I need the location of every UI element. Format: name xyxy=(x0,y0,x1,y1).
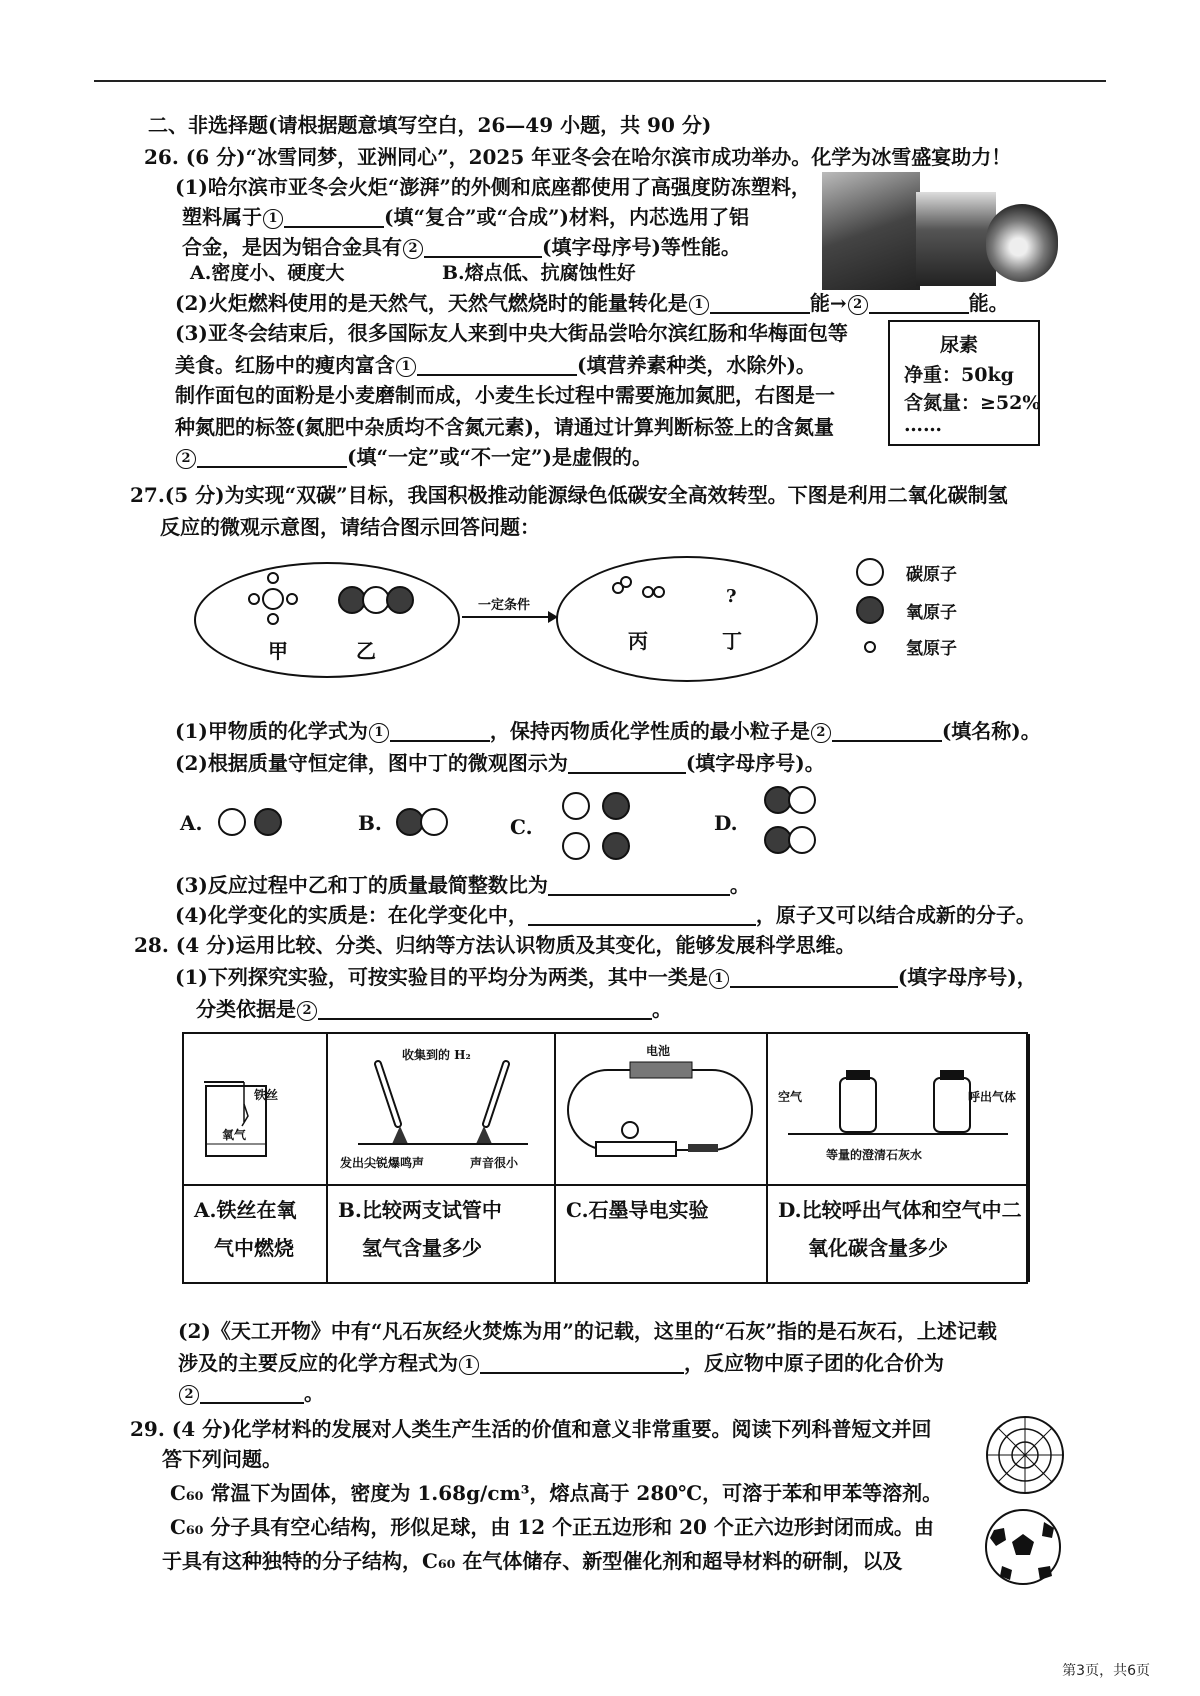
page-footer: 第3页，共6页 xyxy=(1062,1663,1150,1679)
q26-p1-line1: (1)哈尔滨市亚冬会火炬“澎湃”的外侧和底座都使用了高强度防冻塑料， xyxy=(175,175,811,199)
label-ding: 丁 xyxy=(722,629,742,653)
q29-para2-line1: C₆₀ 分子具有空心结构，形似足球，由 12 个正五边形和 20 个正六边形封闭而成。由 xyxy=(170,1515,934,1539)
q26-p1-line2 xyxy=(182,202,749,232)
legend-oxygen-icon xyxy=(856,596,884,624)
answer-blank[interactable] xyxy=(390,718,490,742)
q29-para2-line2: 于具有这种独特的分子结构，C₆₀ 在气体储存、新型催化剂和超导材料的研制，以及 xyxy=(162,1549,903,1573)
q28-p2-line2 xyxy=(178,1348,944,1378)
label-sharp-pop: 发出尖锐爆鸣声 xyxy=(340,1156,425,1170)
circled-two-icon: 2 xyxy=(848,295,868,315)
q27-stem-line2: 反应的微观示意图，请结合图示回答问题： xyxy=(160,515,540,539)
q26-p2 xyxy=(175,288,1009,318)
soccer-ball-icon xyxy=(982,1506,1064,1588)
table-divider xyxy=(184,1184,1026,1186)
answer-blank[interactable] xyxy=(318,996,652,1020)
arrow-label: 一定条件 xyxy=(478,598,531,613)
experiment-table xyxy=(182,1032,1028,1284)
carbon-atom xyxy=(562,792,590,820)
q28-p1-line1 xyxy=(175,962,1037,992)
c60-molecule-icon xyxy=(982,1412,1068,1498)
answer-blank[interactable] xyxy=(284,204,384,228)
hydrogen-atom xyxy=(620,576,632,588)
q26-p3-line3: 制作面包的面粉是小麦磨制而成，小麦生长过程中需要施加氮肥，右图是一 xyxy=(175,383,835,407)
q26-p2-text-b: 能→ xyxy=(809,291,847,315)
hydrogen-atom xyxy=(653,586,665,598)
label-title: 尿素 xyxy=(940,334,979,356)
legend-hydrogen-label: 氢原子 xyxy=(906,639,957,659)
caption-b2: 氢气含量多少 xyxy=(362,1236,482,1260)
circled-two-icon: 2 xyxy=(176,449,196,469)
q28-p1-text-d: 。 xyxy=(652,997,672,1021)
q26-p3-text-b: (填营养素种类，水除外)。 xyxy=(577,353,816,377)
oxygen-atom xyxy=(386,586,414,614)
q28-p2-line1: (2)《天工开物》中有“凡石灰经火焚炼为用”的记载，这里的“石灰”指的是石灰石，上述记载 xyxy=(178,1319,997,1343)
carbon-atom xyxy=(218,808,246,836)
carbon-atom xyxy=(788,786,816,814)
food-photo xyxy=(986,204,1058,282)
q26-p3-line2 xyxy=(175,350,816,380)
caption-d2: 氧化碳含量多少 xyxy=(808,1236,948,1260)
q27-p2-text-a: (2)根据质量守恒定律，图中丁的微观图示为 xyxy=(175,751,568,775)
q28-p1-text-b: (填字母序号)， xyxy=(897,965,1037,989)
answer-blank[interactable] xyxy=(832,718,942,742)
q27-p3 xyxy=(175,870,750,900)
answer-blank[interactable] xyxy=(568,750,686,774)
q27-p2-text-b: (填字母序号)。 xyxy=(685,751,825,775)
label-oxygen: 氧气 xyxy=(222,1128,247,1142)
label-more: …… xyxy=(904,414,942,436)
caption-d1: D.比较呼出气体和空气中二 xyxy=(778,1198,1022,1222)
reaction-arrow xyxy=(462,616,554,618)
label-nitrogen: 含氮量：≥52% xyxy=(904,392,1041,414)
hydrogen-atom xyxy=(286,593,298,605)
circled-two-icon: 2 xyxy=(179,1385,199,1405)
label-iron-wire: 铁丝 xyxy=(254,1088,279,1102)
circled-two-icon: 2 xyxy=(297,1001,317,1021)
oxygen-atom xyxy=(602,792,630,820)
answer-blank[interactable] xyxy=(197,444,347,468)
arrow-head-icon xyxy=(548,611,558,623)
oxygen-atom xyxy=(602,832,630,860)
answer-blank[interactable] xyxy=(417,352,577,376)
iron-combustion-diagram xyxy=(184,1034,324,1182)
q27-p4-text-a: (4)化学变化的实质是：在化学变化中， xyxy=(175,903,528,927)
q26-option-a: A.密度小、硬度大 xyxy=(190,262,345,284)
answer-blank[interactable] xyxy=(869,290,969,314)
q27-option-a: A. xyxy=(180,811,203,835)
q27-p1-text-b: ，保持丙物质化学性质的最小粒子是 xyxy=(489,719,810,743)
circled-one-icon: 1 xyxy=(459,1355,479,1375)
label-small-sound: 声音很小 xyxy=(470,1156,519,1170)
q26-stem: 26. (6 分)“冰雪同梦，亚洲同心”，2025 年亚冬会在哈尔滨市成功举办。化学为冰雪盛宴助力！ xyxy=(144,145,1012,169)
caption-b1: B.比较两支试管中 xyxy=(338,1198,502,1222)
q28-p2-text-a: 涉及的主要反应的化学方程式为 xyxy=(178,1351,458,1375)
q27-stem-line1: 27.(5 分)为实现“双碳”目标，我国积极推动能源绿色低碳安全高效转型。下图是利用二氧化碳制氢 xyxy=(130,483,1008,507)
q26-option-b: B.熔点低、抗腐蚀性好 xyxy=(442,262,636,284)
q27-p2 xyxy=(175,748,825,778)
street-photo xyxy=(916,192,996,286)
circled-one-icon: 1 xyxy=(396,357,416,377)
label-limewater: 等量的澄清石灰水 xyxy=(826,1148,923,1162)
q28-stem: 28. (4 分)运用比较、分类、归纳等方法认识物质及其变化，能够发展科学思维。 xyxy=(134,933,856,957)
q27-p3-text-b: 。 xyxy=(729,873,750,897)
q27-option-d: D. xyxy=(714,811,738,835)
q28-p1-text-c: 分类依据是 xyxy=(196,997,296,1021)
caption-c1: C.石墨导电实验 xyxy=(566,1198,709,1222)
product-ellipse xyxy=(556,556,818,682)
fertilizer-label xyxy=(888,320,1040,446)
label-bing: 丙 xyxy=(628,629,648,653)
q26-p3-text-c: (填“一定”或“不一定”)是虚假的。 xyxy=(347,445,652,469)
q26-p3-text-a: 美食。红肠中的瘦肉富含 xyxy=(175,353,395,377)
label-yi: 乙 xyxy=(356,639,376,663)
torch-photo xyxy=(822,172,920,290)
carbon-atom xyxy=(262,588,284,610)
q26-p3-line5 xyxy=(175,442,652,472)
circled-one-icon: 1 xyxy=(263,209,283,229)
hydrogen-atom xyxy=(267,572,279,584)
circled-one-icon: 1 xyxy=(709,969,729,989)
q28-p1-text-a: (1)下列探究实验，可按实验目的平均分为两类，其中一类是 xyxy=(175,965,708,989)
q27-p4 xyxy=(175,900,1036,930)
q29-stem-line1: 29. (4 分)化学材料的发展对人类生产生活的价值和意义非常重要。阅读下列科普短文并回 xyxy=(130,1417,932,1441)
q29-para1: C₆₀ 常温下为固体，密度为 1.68g/cm³，熔点高于 280℃，可溶于苯和甲苯等溶剂。 xyxy=(170,1481,943,1505)
legend-carbon-icon xyxy=(856,558,884,586)
legend-hydrogen-icon xyxy=(864,641,876,653)
reactant-ellipse xyxy=(194,562,460,678)
circled-one-icon: 1 xyxy=(689,295,709,315)
q27-option-c: C. xyxy=(510,815,533,839)
q26-p3-line4: 种氮肥的标签(氮肥中杂质均不含氮元素)，请通过计算判断标签上的含氮量 xyxy=(175,415,834,439)
exp-cell-c xyxy=(556,1034,768,1282)
q27-p1 xyxy=(175,716,1041,746)
hydrogen-atom xyxy=(248,593,260,605)
q28-p2-line3 xyxy=(178,1378,324,1408)
answer-blank[interactable] xyxy=(200,1380,304,1404)
q27-p1-text-c: (填名称)。 xyxy=(941,719,1041,743)
unknown-mark: ? xyxy=(726,586,737,607)
label-h2: 收集到的 H₂ xyxy=(402,1048,471,1062)
q28-p2-text-b: ，反应物中原子团的化合价为 xyxy=(684,1351,944,1375)
top-rule xyxy=(94,80,1106,82)
circled-two-icon: 2 xyxy=(811,723,831,743)
circled-two-icon: 2 xyxy=(403,239,423,259)
q26-p2-text-a: (2)火炬燃料使用的是天然气，天然气燃烧时的能量转化是 xyxy=(175,291,688,315)
q27-p1-text-a: (1)甲物质的化学式为 xyxy=(175,719,368,743)
label-jia: 甲 xyxy=(268,639,288,663)
answer-blank[interactable] xyxy=(528,902,756,926)
carbon-atom xyxy=(788,826,816,854)
q27-option-b: B. xyxy=(358,811,382,835)
label-battery: 电池 xyxy=(646,1044,671,1058)
answer-blank[interactable] xyxy=(710,290,810,314)
circled-one-icon: 1 xyxy=(369,723,389,743)
legend-carbon-label: 碳原子 xyxy=(906,565,957,585)
legend-oxygen-label: 氧原子 xyxy=(906,603,957,623)
label-breath: 呼出气体 xyxy=(968,1090,1017,1104)
answer-blank[interactable] xyxy=(480,1350,684,1374)
q26-p2-text-c: 能。 xyxy=(968,291,1009,315)
q27-p4-text-b: ，原子又可以结合成新的分子。 xyxy=(755,903,1036,927)
carbon-atom xyxy=(562,832,590,860)
q29-stem-line2: 答下列问题。 xyxy=(162,1447,282,1471)
section-title: 二、非选择题(请根据题意填写空白，26—49 小题，共 90 分) xyxy=(148,113,712,137)
caption-a1: A.铁丝在氧 xyxy=(194,1198,297,1222)
q27-p3-text-a: (3)反应过程中乙和丁的质量最简整数比为 xyxy=(175,873,548,897)
label-weight: 净重：50kg xyxy=(904,364,1014,386)
hydrogen-atom xyxy=(267,613,279,625)
answer-blank[interactable] xyxy=(424,234,542,258)
label-air: 空气 xyxy=(778,1090,803,1104)
q26-p1-text-c: 合金，是因为铝合金具有 xyxy=(182,235,402,259)
q26-p1-text-b: (填“复合”或“合成”)材料，内芯选用了铝 xyxy=(384,205,749,229)
answer-blank[interactable] xyxy=(548,872,730,896)
q26-p1-text-a: 塑料属于 xyxy=(182,205,262,229)
q26-p3-line1: (3)亚冬会结束后，很多国际友人来到中央大街品尝哈尔滨红肠和华梅面包等 xyxy=(175,321,848,345)
q28-p1-line2 xyxy=(196,994,672,1024)
q28-p2-text-c: 。 xyxy=(304,1381,324,1405)
carbon-atom xyxy=(420,808,448,836)
q26-p1-text-d: (填字母序号)等性能。 xyxy=(542,235,741,259)
oxygen-atom xyxy=(254,808,282,836)
caption-a2: 气中燃烧 xyxy=(214,1236,294,1260)
answer-blank[interactable] xyxy=(730,964,898,988)
